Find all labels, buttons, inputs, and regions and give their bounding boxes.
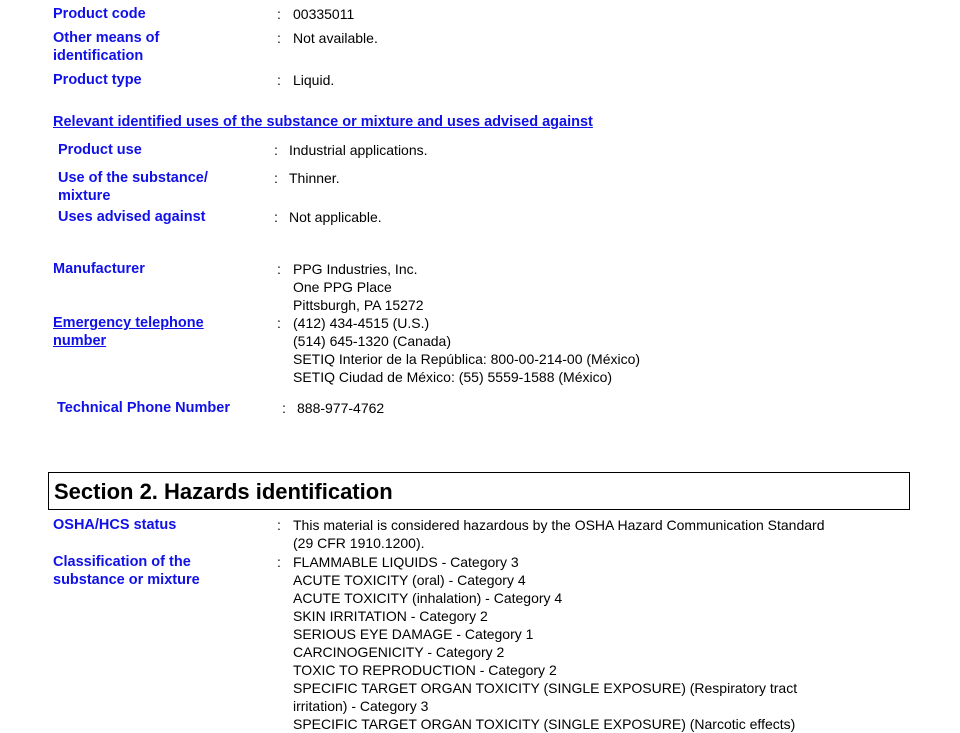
classification-item: ACUTE TOXICITY (oral) - Category 4 — [293, 572, 526, 588]
section-2-title: Section 2. Hazards identification — [54, 479, 393, 504]
colon: : — [274, 170, 278, 186]
uses-advised-against-value: Not applicable. — [289, 209, 382, 225]
manufacturer-line: Pittsburgh, PA 15272 — [293, 297, 424, 313]
classification-label — [53, 553, 200, 589]
product-code-label: Product code — [53, 6, 146, 22]
colon: : — [277, 554, 281, 570]
classification-item: irritation) - Category 3 — [293, 698, 429, 714]
classification-label-line: Classification of the — [53, 554, 191, 570]
manufacturer-line: One PPG Place — [293, 279, 392, 295]
technical-phone-value: 888-977-4762 — [297, 400, 385, 416]
product-type-value: Liquid. — [293, 72, 335, 88]
colon: : — [277, 517, 281, 533]
emergency-line: SETIQ Interior de la República: 800-00-214-00 (México) — [293, 351, 641, 367]
use-of-substance-label — [58, 169, 208, 205]
classification-item: SPECIFIC TARGET ORGAN TOXICITY (SINGLE EXPOSURE) (Respiratory tract — [293, 680, 798, 696]
colon: : — [282, 400, 286, 416]
use-of-substance-label-line: mixture — [58, 188, 111, 204]
classification-list — [293, 553, 798, 732]
classification-item: CARCINOGENICITY - Category 2 — [293, 644, 505, 660]
classification-label-line: substance or mixture — [53, 572, 200, 588]
product-use-label: Product use — [58, 142, 142, 158]
colon: : — [277, 30, 281, 46]
product-code-value: 00335011 — [293, 6, 355, 22]
colon: : — [274, 142, 278, 158]
emergency-line: SETIQ Ciudad de México: (55) 5559-1588 (México) — [293, 369, 613, 385]
emergency-line: (412) 434-4515 (U.S.) — [293, 315, 430, 331]
technical-phone-label: Technical Phone Number — [57, 400, 230, 416]
osha-line: This material is considered hazardous by the OSHA Hazard Communication Standard — [293, 517, 825, 533]
section-2-header — [48, 472, 910, 510]
classification-item: SKIN IRRITATION - Category 2 — [293, 608, 488, 624]
classification-item: TOXIC TO REPRODUCTION - Category 2 — [293, 662, 557, 678]
manufacturer-address — [293, 260, 424, 314]
emergency-line: (514) 645-1320 (Canada) — [293, 333, 451, 349]
colon: : — [277, 72, 281, 88]
relevant-uses-heading: Relevant identified uses of the substance or mixture and uses advised against — [53, 114, 593, 130]
classification-item: SPECIFIC TARGET ORGAN TOXICITY (SINGLE EXPOSURE) (Narcotic effects) — [293, 716, 796, 732]
emergency-telephone-label — [53, 314, 204, 350]
classification-item: FLAMMABLE LIQUIDS - Category 3 — [293, 554, 519, 570]
product-use-value: Industrial applications. — [289, 142, 428, 158]
colon: : — [274, 209, 278, 225]
colon: : — [277, 315, 281, 331]
other-means-value: Not available. — [293, 30, 378, 46]
emergency-telephone-numbers — [293, 314, 640, 386]
product-type-label: Product type — [53, 72, 142, 88]
uses-advised-against-label: Uses advised against — [58, 209, 206, 225]
colon: : — [277, 6, 281, 22]
classification-item: SERIOUS EYE DAMAGE - Category 1 — [293, 626, 534, 642]
manufacturer-line: PPG Industries, Inc. — [293, 261, 418, 277]
emergency-telephone-label-line: Emergency telephone — [53, 315, 204, 331]
use-of-substance-label-line: Use of the substance/ — [58, 170, 208, 186]
other-means-label-line: Other means of — [53, 30, 160, 46]
osha-line: (29 CFR 1910.1200). — [293, 535, 425, 551]
manufacturer-label: Manufacturer — [53, 261, 145, 277]
other-means-label-line: identification — [53, 48, 144, 64]
colon: : — [277, 261, 281, 277]
classification-item: ACUTE TOXICITY (inhalation) - Category 4 — [293, 590, 563, 606]
osha-hcs-status-value — [293, 516, 824, 552]
emergency-telephone-label-line: number — [53, 333, 107, 349]
use-of-substance-value: Thinner. — [289, 170, 340, 186]
osha-hcs-status-label: OSHA/HCS status — [53, 517, 177, 533]
other-means-label — [53, 29, 159, 65]
